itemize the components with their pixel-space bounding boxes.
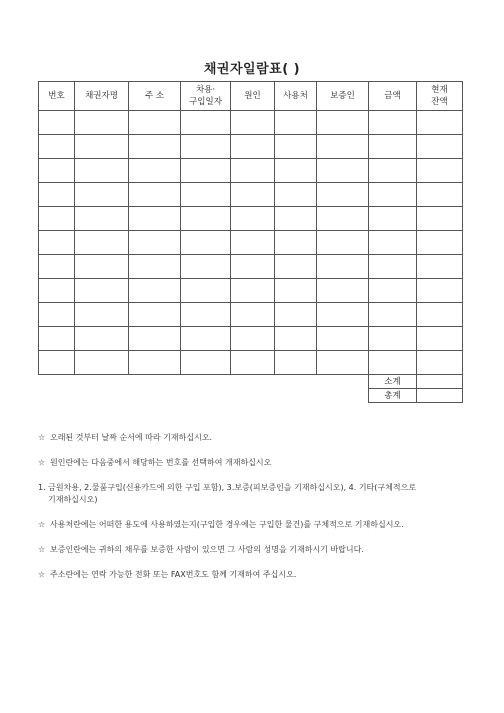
subtotal-value-cell[interactable]: [417, 375, 463, 389]
table-row: [39, 279, 463, 303]
table-row: [39, 111, 463, 135]
creditor-list-table: [38, 81, 463, 403]
note-item: [38, 457, 470, 469]
note-text: 오래된 것부터 날짜 순서에 따라 기재하십시오.: [50, 433, 213, 442]
table-row: [39, 159, 463, 183]
header-guarantor: 보증인: [317, 82, 369, 111]
total-value-cell[interactable]: [417, 389, 463, 403]
note-item-cause-options: [38, 482, 470, 506]
header-cause: 원인: [231, 82, 275, 111]
total-row: [39, 389, 463, 403]
header-balance-line1: 현재: [431, 85, 448, 95]
header-balance: [417, 82, 463, 111]
note-text: 보증인란에는 귀하의 채무를 보증한 사람이 있으면 그 사람의 성명을 기재하시기 바랍니다.: [50, 545, 364, 554]
star-icon: ☆: [38, 433, 46, 442]
table-row: [39, 183, 463, 207]
subtotal-label: 소계: [369, 375, 417, 389]
note-text: 주소란에는 연락 가능한 전화 또는 FAX번호도 함께 기재하여 주십시오.: [50, 570, 297, 579]
instructions: [38, 432, 470, 594]
header-date-line2: 구입일자: [189, 97, 222, 107]
header-creditor: 채권자명: [75, 82, 129, 111]
note-text-continued: 기재하십시오): [48, 495, 98, 504]
subtotal-row: [39, 375, 463, 389]
table-body: [39, 111, 463, 375]
note-text: 원인란에는 다음중에서 해당하는 번호를 선택하여 개재하십시오: [50, 458, 272, 467]
header-amount: 금액: [369, 82, 417, 111]
star-icon: ☆: [38, 458, 46, 467]
note-item: [38, 519, 470, 531]
header-date: [181, 82, 231, 111]
total-label: 총계: [369, 389, 417, 403]
table-row: [39, 207, 463, 231]
header-no: 번호: [39, 82, 75, 111]
table-row: [39, 231, 463, 255]
note-item: [38, 432, 470, 444]
star-icon: ☆: [38, 570, 46, 579]
table-row: [39, 351, 463, 375]
note-item: [38, 569, 470, 581]
table-row: [39, 303, 463, 327]
star-icon: ☆: [38, 520, 46, 529]
header-balance-line2: 잔액: [431, 97, 448, 107]
table-row: [39, 327, 463, 351]
header-address: 주 소: [129, 82, 181, 111]
table-row: [39, 255, 463, 279]
header-usage: 사용처: [275, 82, 317, 111]
table-header-row: [39, 82, 463, 111]
table-row: [39, 135, 463, 159]
note-text: 1. 금원차용, 2.물품구입(신용카드에 의한 구입 포함), 3.보증(피보증인을 기재하십시오), 4. 기타(구체적으로: [38, 483, 417, 492]
note-text: 사용처란에는 어떠한 용도에 사용하였는지(구입한 경우에는 구입한 물건)를 구체적으로 기재하십시오.: [50, 520, 404, 529]
star-icon: ☆: [38, 545, 46, 554]
note-item: [38, 544, 470, 556]
page-title: 채권자일람표( ): [203, 62, 301, 77]
header-date-line1: 차용·: [195, 85, 216, 95]
